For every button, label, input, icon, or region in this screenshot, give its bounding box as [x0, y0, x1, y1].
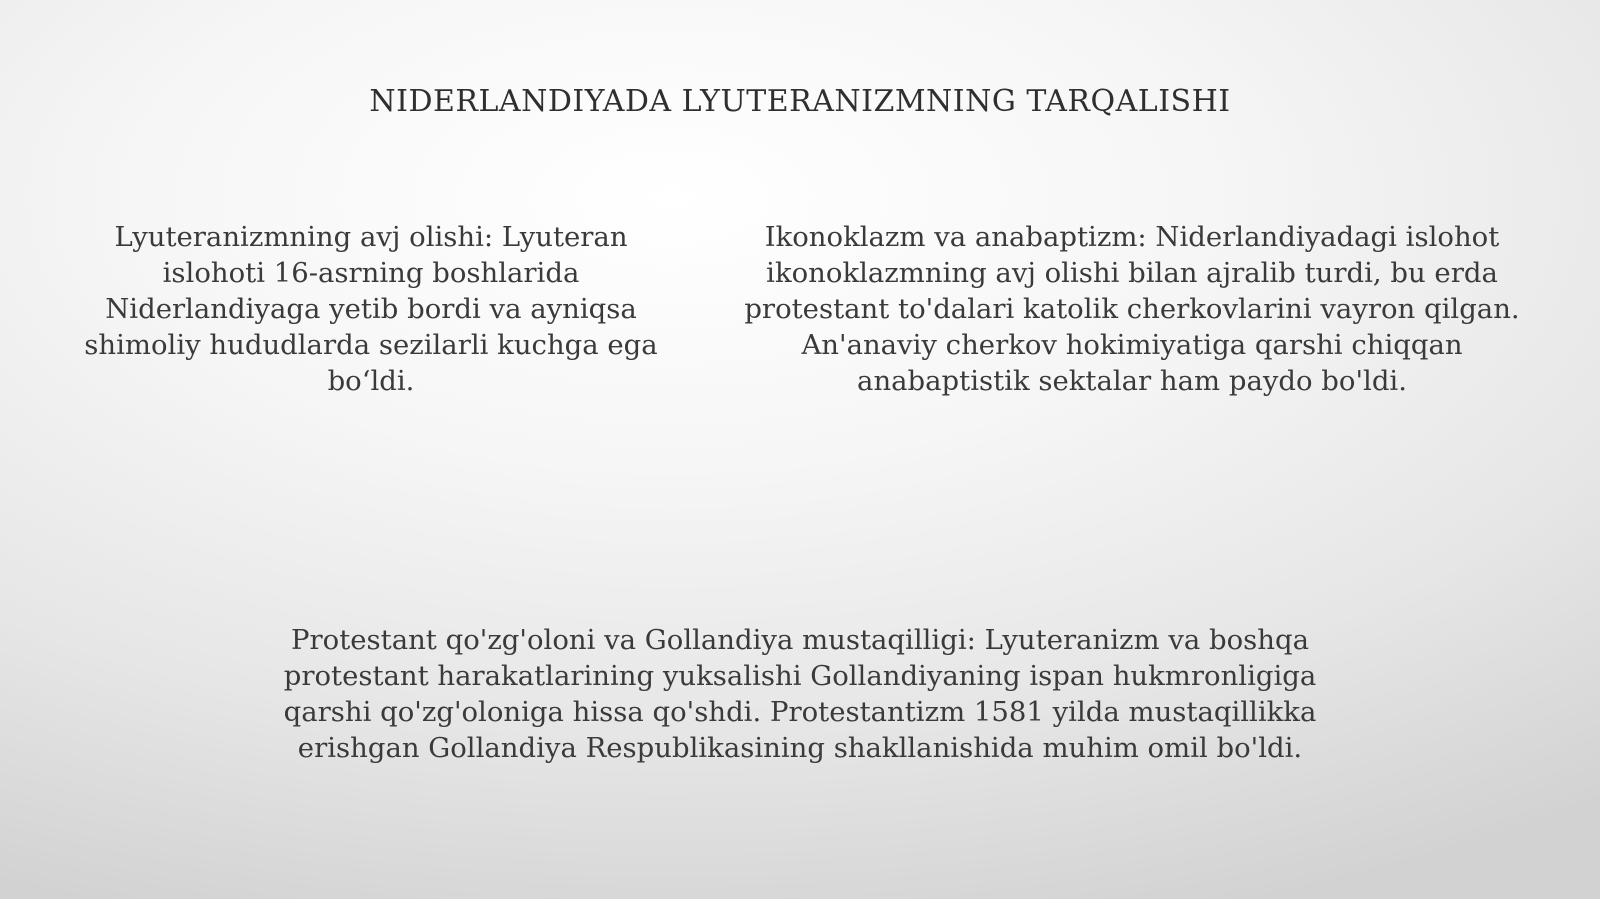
- text-block-dutch-independence: Protestant qo'zg'oloni va Gollandiya mustaqilligi: Lyuteranizm va boshqa protestant harakatlarining yuksalishi Gollandiyaning ispan hukmronligiga qarshi qo'zg'oloniga hissa qo'shdi. Protestantizm 1581 yilda mustaqillikka erishgan Gollandiya Respublikasining shakllanishida muhim omil bo'ldi.: [283, 624, 1317, 764]
- slide-title: NIDERLANDIYADA LYUTERANIZMNING TARQALISHI: [369, 84, 1231, 119]
- text-block-iconoclasm-anabaptism: Ikonoklazm va anabaptizm: Niderlandiyadagi islohot ikonoklazmning avj olishi bilan ajralib turdi, bu erda protestant to'dalari katolik cherkovlarini vayron qilgan. An'anaviy cherkov hokimiyatiga qarshi chiqqan anabaptistik sektalar ham paydo bo'ldi.: [744, 221, 1520, 397]
- text-block-lutheranism-rise: Lyuteranizmning avj olishi: Lyuteran islohoti 16-asrning boshlarida Niderlandiyaga yetib bordi va ayniqsa shimoliy hududlarda sezilarli kuchga ega boʻldi.: [84, 221, 658, 397]
